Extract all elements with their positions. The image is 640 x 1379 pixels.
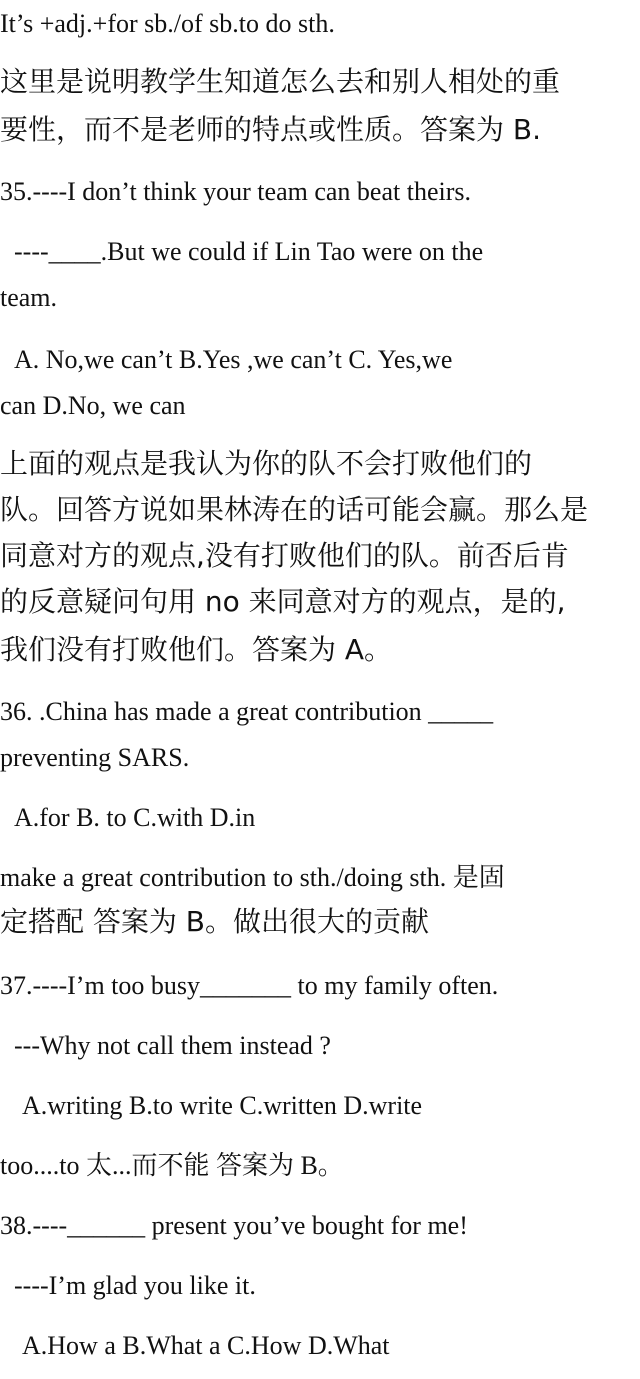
question-35-response: ----____.But we could if Lin Tao were on the (14, 237, 484, 266)
question-36-prompt: 36. .China has made a great contribution _____ (0, 697, 494, 726)
question-36-options: A.for B. to C.with D.in (14, 803, 256, 832)
question-37-response: ---Why not call them instead ? (14, 1031, 331, 1060)
question-38-response: ----I’m glad you like it. (14, 1271, 256, 1300)
question-35-response-cont: team. (0, 283, 58, 312)
text-line-explanation-2: 要性，而不是老师的特点或性质。答案为 B. (0, 113, 542, 146)
question-36-explanation-1: make a great contribution to sth./doing sth. 是固 (0, 863, 505, 892)
text-line-grammar-pattern: It’s +adj.+for sb./of sb.to do sth. (0, 9, 335, 38)
question-35-explanation-5: 我们没有打败他们。答案为 A。 (0, 633, 393, 666)
question-35-options-1: A. No,we can’t B.Yes ,we can’t C. Yes,we (14, 345, 453, 374)
question-35-explanation-2: 队。回答方说如果林涛在的话可能会赢。那么是 (0, 493, 589, 526)
question-35-prompt: 35.----I don’t think your team can beat theirs. (0, 177, 471, 206)
question-37-prompt: 37.----I’m too busy_______ to my family often. (0, 971, 499, 1000)
question-36-explanation-2: 定搭配 答案为 B。做出很大的贡献 (0, 905, 430, 938)
text-line-explanation-1: 这里是说明教学生知道怎么去和别人相处的重 (0, 65, 561, 98)
question-38-prompt: 38.----______ present you’ve bought for me! (0, 1211, 468, 1240)
question-38-options: A.How a B.What a C.How D.What (22, 1331, 390, 1360)
question-37-explanation: too....to 太...而不能 答案为 B。 (0, 1151, 344, 1180)
question-35-explanation-3: 同意对方的观点,没有打败他们的队。前否后肯 (0, 539, 569, 572)
question-35-explanation-4: 的反意疑问句用 no 来同意对方的观点，是的, (0, 585, 566, 618)
question-35-explanation-1: 上面的观点是我认为你的队不会打败他们的 (0, 447, 533, 480)
question-36-prompt-cont: preventing SARS. (0, 743, 190, 772)
question-37-options: A.writing B.to write C.written D.write (22, 1091, 423, 1120)
question-35-options-2: can D.No, we can (0, 391, 186, 420)
